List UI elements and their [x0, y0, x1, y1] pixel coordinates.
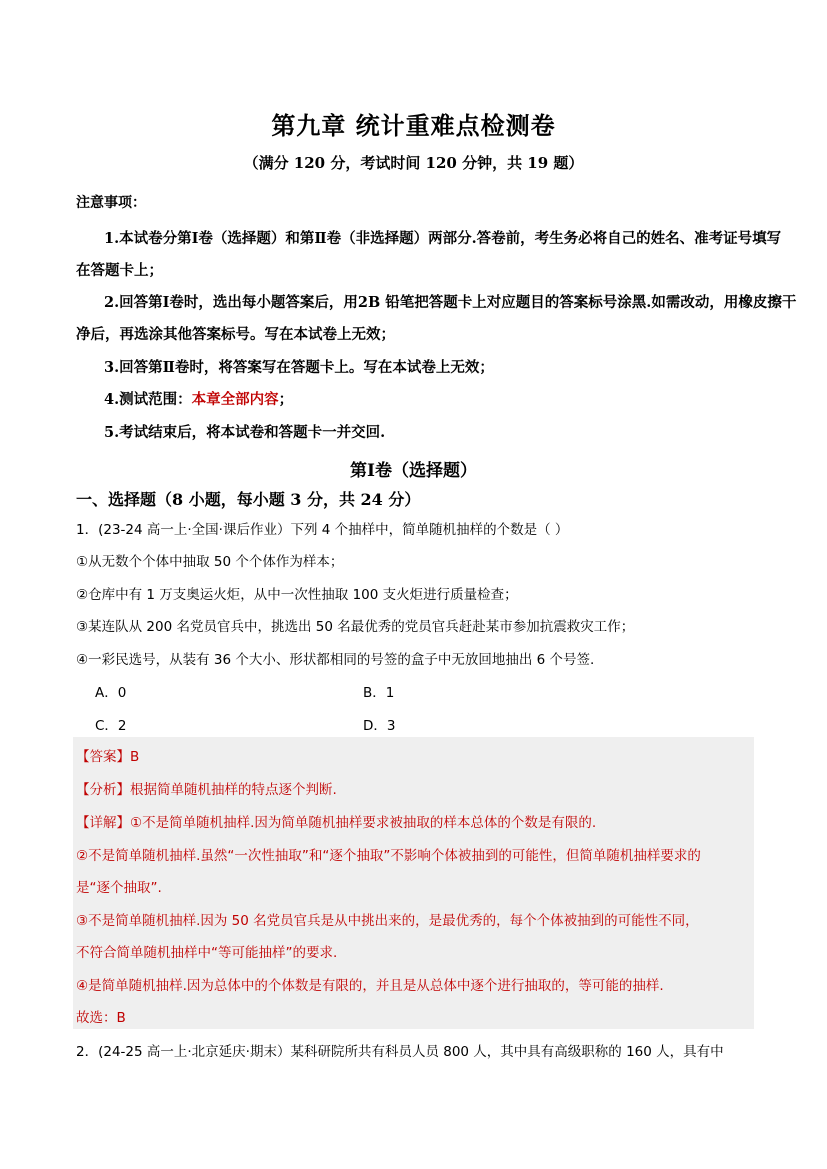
section-title: 第Ⅰ卷（选择题）: [350, 461, 477, 481]
option-c: C．2: [95, 718, 127, 734]
option-b: B．1: [363, 685, 395, 701]
question-1-item-4: ④一彩民选号，从装有 36 个大小、形状都相同的号签的盒子中无放回地抽出 6 个号签.: [76, 652, 595, 668]
conclusion-line: 故选：B: [76, 1010, 126, 1026]
note-4: [104, 388, 293, 409]
option-d: D．3: [363, 718, 396, 734]
note-4-scope: 本章全部内容: [191, 391, 279, 408]
question-1-stem: 1．(23-24 高一上·全国·课后作业）下列 4 个抽样中，简单随机抽样的个数是（ ）: [76, 522, 569, 538]
note-5: 5.考试结束后，将本试卷和答题卡一并交回.: [104, 424, 386, 441]
detail-line-3: 是“逐个抽取”.: [76, 880, 162, 896]
option-a: A．0: [95, 685, 127, 701]
detail-line-6: ④是简单随机抽样.因为总体中的个体数是有限的，并且是从总体中逐个进行抽取的，等可能的抽样.: [76, 978, 664, 994]
detail-line-5: 不符合简单随机抽样中“等可能抽样”的要求.: [76, 945, 338, 961]
exam-info: （满分 120 分，考试时间 120 分钟，共 19 题）: [243, 154, 584, 172]
answer-line: 【答案】B: [76, 749, 140, 765]
note-2-line-1: 2.回答第Ⅰ卷时，选出每小题答案后，用2B 铅笔把答题卡上对应题目的答案标号涂黑.如需改动，用橡皮擦干: [104, 294, 797, 311]
detail-line-2: ②不是简单随机抽样.虽然“一次性抽取”和“逐个抽取”不影响个体被抽到的可能性，但简单随机抽样要求的: [76, 848, 701, 864]
analysis-line: 【分析】根据简单随机抽样的特点逐个判断.: [76, 782, 337, 798]
note-4-suffix: ；: [278, 391, 294, 408]
note-2-line-2: 净后，再选涂其他答案标号。写在本试卷上无效；: [76, 326, 395, 343]
note-1-line-1: 1.本试卷分第Ⅰ卷（选择题）和第Ⅱ卷（非选择题）两部分.答卷前，考生务必将自己的姓名、准考证号填写: [104, 230, 782, 247]
part-heading: 一、选择题（8 小题，每小题 3 分，共 24 分）: [76, 490, 421, 509]
question-2-stem: 2．(24-25 高一上·北京延庆·期末）某科研院所共有科员人员 800 人，其中具有高级职称的 160 人，具有中: [76, 1044, 724, 1060]
note-1-line-2: 在答题卡上；: [76, 262, 163, 279]
page-title: 第九章 统计重难点检测卷: [271, 111, 556, 140]
detail-line-1: 【详解】①不是简单随机抽样.因为简单随机抽样要求被抽取的样本总体的个数是有限的.: [76, 815, 597, 831]
note-3: 3.回答第Ⅱ卷时，将答案写在答题卡上。写在本试卷上无效；: [104, 359, 494, 376]
question-1-item-3: ③某连队从 200 名党员官兵中，挑选出 50 名最优秀的党员官兵赶赴某市参加抗震救灾工作；: [76, 619, 635, 635]
question-1-item-2: ②仓库中有 1 万支奥运火炬，从中一次性抽取 100 支火炬进行质量检查；: [76, 587, 518, 603]
detail-line-4: ③不是简单随机抽样.因为 50 名党员官兵是从中挑出来的，是最优秀的，每个个体被抽到的可能性不同，: [76, 913, 699, 929]
notes-heading: 注意事项：: [76, 195, 146, 211]
note-4-prefix: 4.测试范围：: [104, 391, 192, 408]
question-1-item-1: ①从无数个个体中抽取 50 个个体作为样本；: [76, 554, 344, 570]
